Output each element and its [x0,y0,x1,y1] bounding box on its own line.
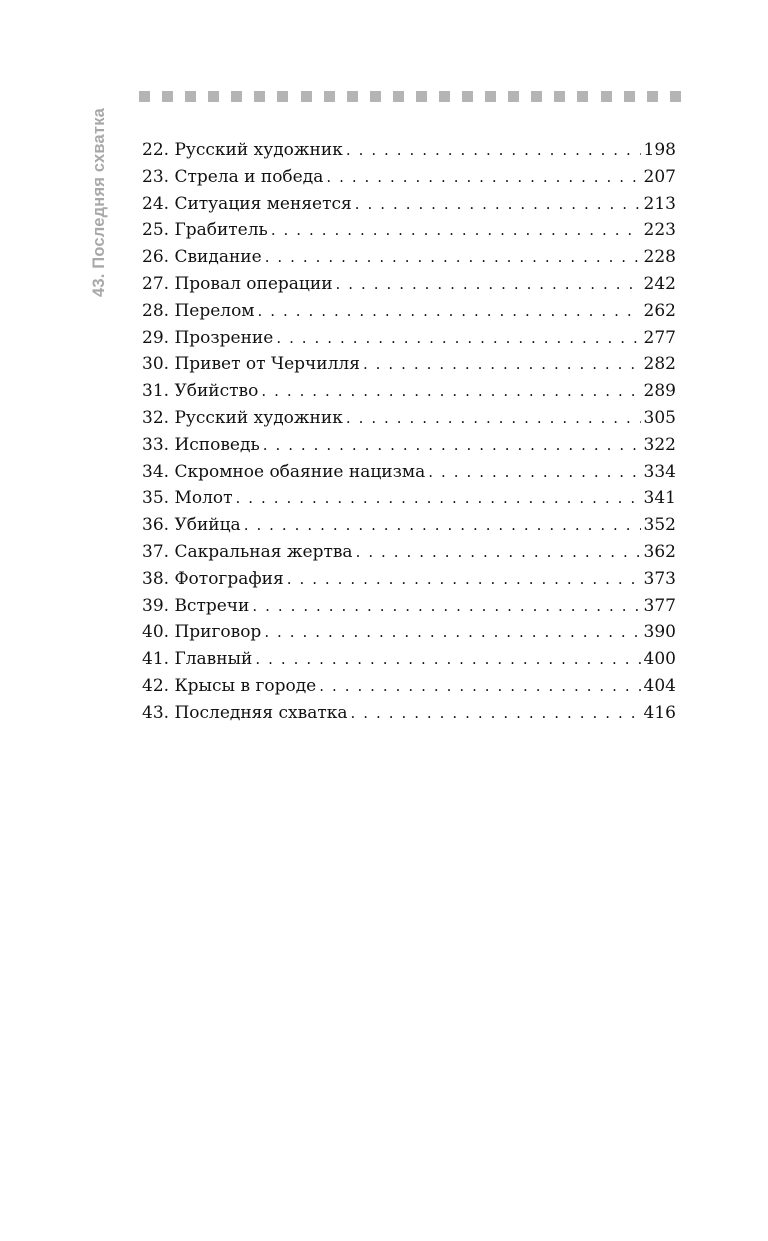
toc-entry-title: 30. Привет от Черчилля [142,354,360,375]
toc-entry-page: 404 [643,675,676,696]
toc-entry [142,271,676,298]
toc-entry-title: 34. Скромное обаяние нацизма [142,461,426,482]
toc-dot-leader [356,539,641,566]
square-ornament [162,91,173,102]
toc-entry-title: 43. Последняя схватка [142,702,348,723]
square-ornament [462,91,473,102]
toc-entry-page: 289 [643,381,676,402]
toc-entry-page: 373 [643,568,676,589]
toc-dot-leader [255,646,640,673]
toc-entry-page: 362 [643,541,676,562]
table-of-contents [142,137,676,727]
square-ornament [324,91,335,102]
toc-entry-title: 33. Исповедь [142,434,260,455]
square-ornament [554,91,565,102]
toc-dot-leader [244,512,641,539]
toc-entry [142,700,676,727]
toc-dot-leader [271,217,641,244]
square-ornament [370,91,381,102]
toc-entry [142,566,676,593]
square-ornament [439,91,450,102]
toc-entry [142,217,676,244]
toc-entry [142,164,676,191]
toc-entry [142,191,676,218]
toc-entry-title: 35. Молот [142,488,233,509]
toc-entry-page: 277 [643,327,676,348]
toc-entry-page: 198 [643,140,676,160]
square-ornament [393,91,404,102]
toc-entry [142,459,676,486]
square-ornament [277,91,288,102]
square-ornament [347,91,358,102]
toc-entry-page: 341 [643,488,676,509]
toc-entry-title: 41. Главный [142,649,253,670]
toc-entry-page: 305 [643,407,676,428]
square-ornament [577,91,588,102]
toc-dot-leader [276,325,640,352]
toc-entry-title: 27. Провал операции [142,273,333,294]
toc-entry-page: 262 [643,300,676,321]
toc-entry-page: 322 [643,434,676,455]
toc-entry-page: 334 [643,461,676,482]
square-ornament [254,91,265,102]
toc-dot-leader [258,298,641,325]
toc-entry-title: 23. Стрела и победа [142,166,324,187]
toc-entry-title: 42. Крысы в городе [142,675,317,696]
square-ornament [231,91,242,102]
toc-entry [142,405,676,432]
toc-entry-page: 207 [643,166,676,187]
toc-entry-page: 390 [643,622,676,643]
toc-dot-leader [355,191,641,218]
toc-entry-page: 228 [643,247,676,268]
toc-entry-page: 416 [643,702,676,723]
square-ornament [624,91,635,102]
toc-entry [142,325,676,352]
square-ornament [601,91,612,102]
toc-dot-leader [252,593,640,620]
toc-entry [142,619,676,646]
toc-entry-title: 32. Русский художник [142,407,343,428]
toc-dot-leader [319,673,640,700]
toc-entry-title: 39. Встречи [142,595,250,616]
toc-entry-page: 400 [643,649,676,670]
toc-dot-leader [346,405,641,432]
toc-dot-leader [326,164,640,191]
toc-dot-leader [287,566,641,593]
square-ornament [508,91,519,102]
toc-dot-leader [264,619,640,646]
square-ornament [416,91,427,102]
decorative-square-bar [139,91,681,102]
toc-entry [142,646,676,673]
square-ornament [485,91,496,102]
toc-entry-title: 28. Перелом [142,300,255,321]
toc-dot-leader [265,244,641,271]
toc-entry-page: 377 [643,595,676,616]
toc-entry-page: 352 [643,515,676,536]
toc-entry-title: 40. Приговор [142,622,262,643]
square-ornament [208,91,219,102]
running-head [88,90,112,315]
toc-entry [142,298,676,325]
toc-dot-leader [363,351,641,378]
toc-entry [142,137,676,164]
square-ornament [185,91,196,102]
square-ornament [301,91,312,102]
toc-entry [142,593,676,620]
toc-dot-leader [351,700,641,727]
toc-dot-leader [428,459,640,486]
square-ornament [531,91,542,102]
toc-entry-title: 22. Русский художник [142,140,343,160]
toc-entry [142,351,676,378]
toc-entry [142,244,676,271]
toc-entry-title: 29. Прозрение [142,327,274,348]
running-head-text: 43. Последняя схватка [90,107,109,298]
toc-dot-leader [336,271,641,298]
toc-entry-title: 36. Убийца [142,515,241,536]
toc-entry-page: 223 [643,220,676,241]
square-ornament [647,91,658,102]
toc-entry [142,539,676,566]
toc-dot-leader [263,432,641,459]
toc-entry [142,673,676,700]
toc-entry-page: 242 [643,273,676,294]
toc-entry-title: 38. Фотография [142,568,284,589]
toc-dot-leader [346,137,641,164]
toc-entry-title: 37. Сакральная жертва [142,541,353,562]
toc-dot-leader [261,378,640,405]
toc-entry-title: 31. Убийство [142,381,259,402]
toc-entry [142,378,676,405]
toc-entry-title: 25. Грабитель [142,220,268,241]
toc-entry-page: 213 [643,193,676,214]
square-ornament [139,91,150,102]
square-ornament [670,91,681,102]
toc-dot-leader [236,485,641,512]
toc-entry [142,432,676,459]
toc-entry-page: 282 [643,354,676,375]
toc-entry [142,512,676,539]
toc-entry [142,485,676,512]
toc-entry-title: 24. Ситуация меняется [142,193,352,214]
toc-entry-title: 26. Свидание [142,247,262,268]
